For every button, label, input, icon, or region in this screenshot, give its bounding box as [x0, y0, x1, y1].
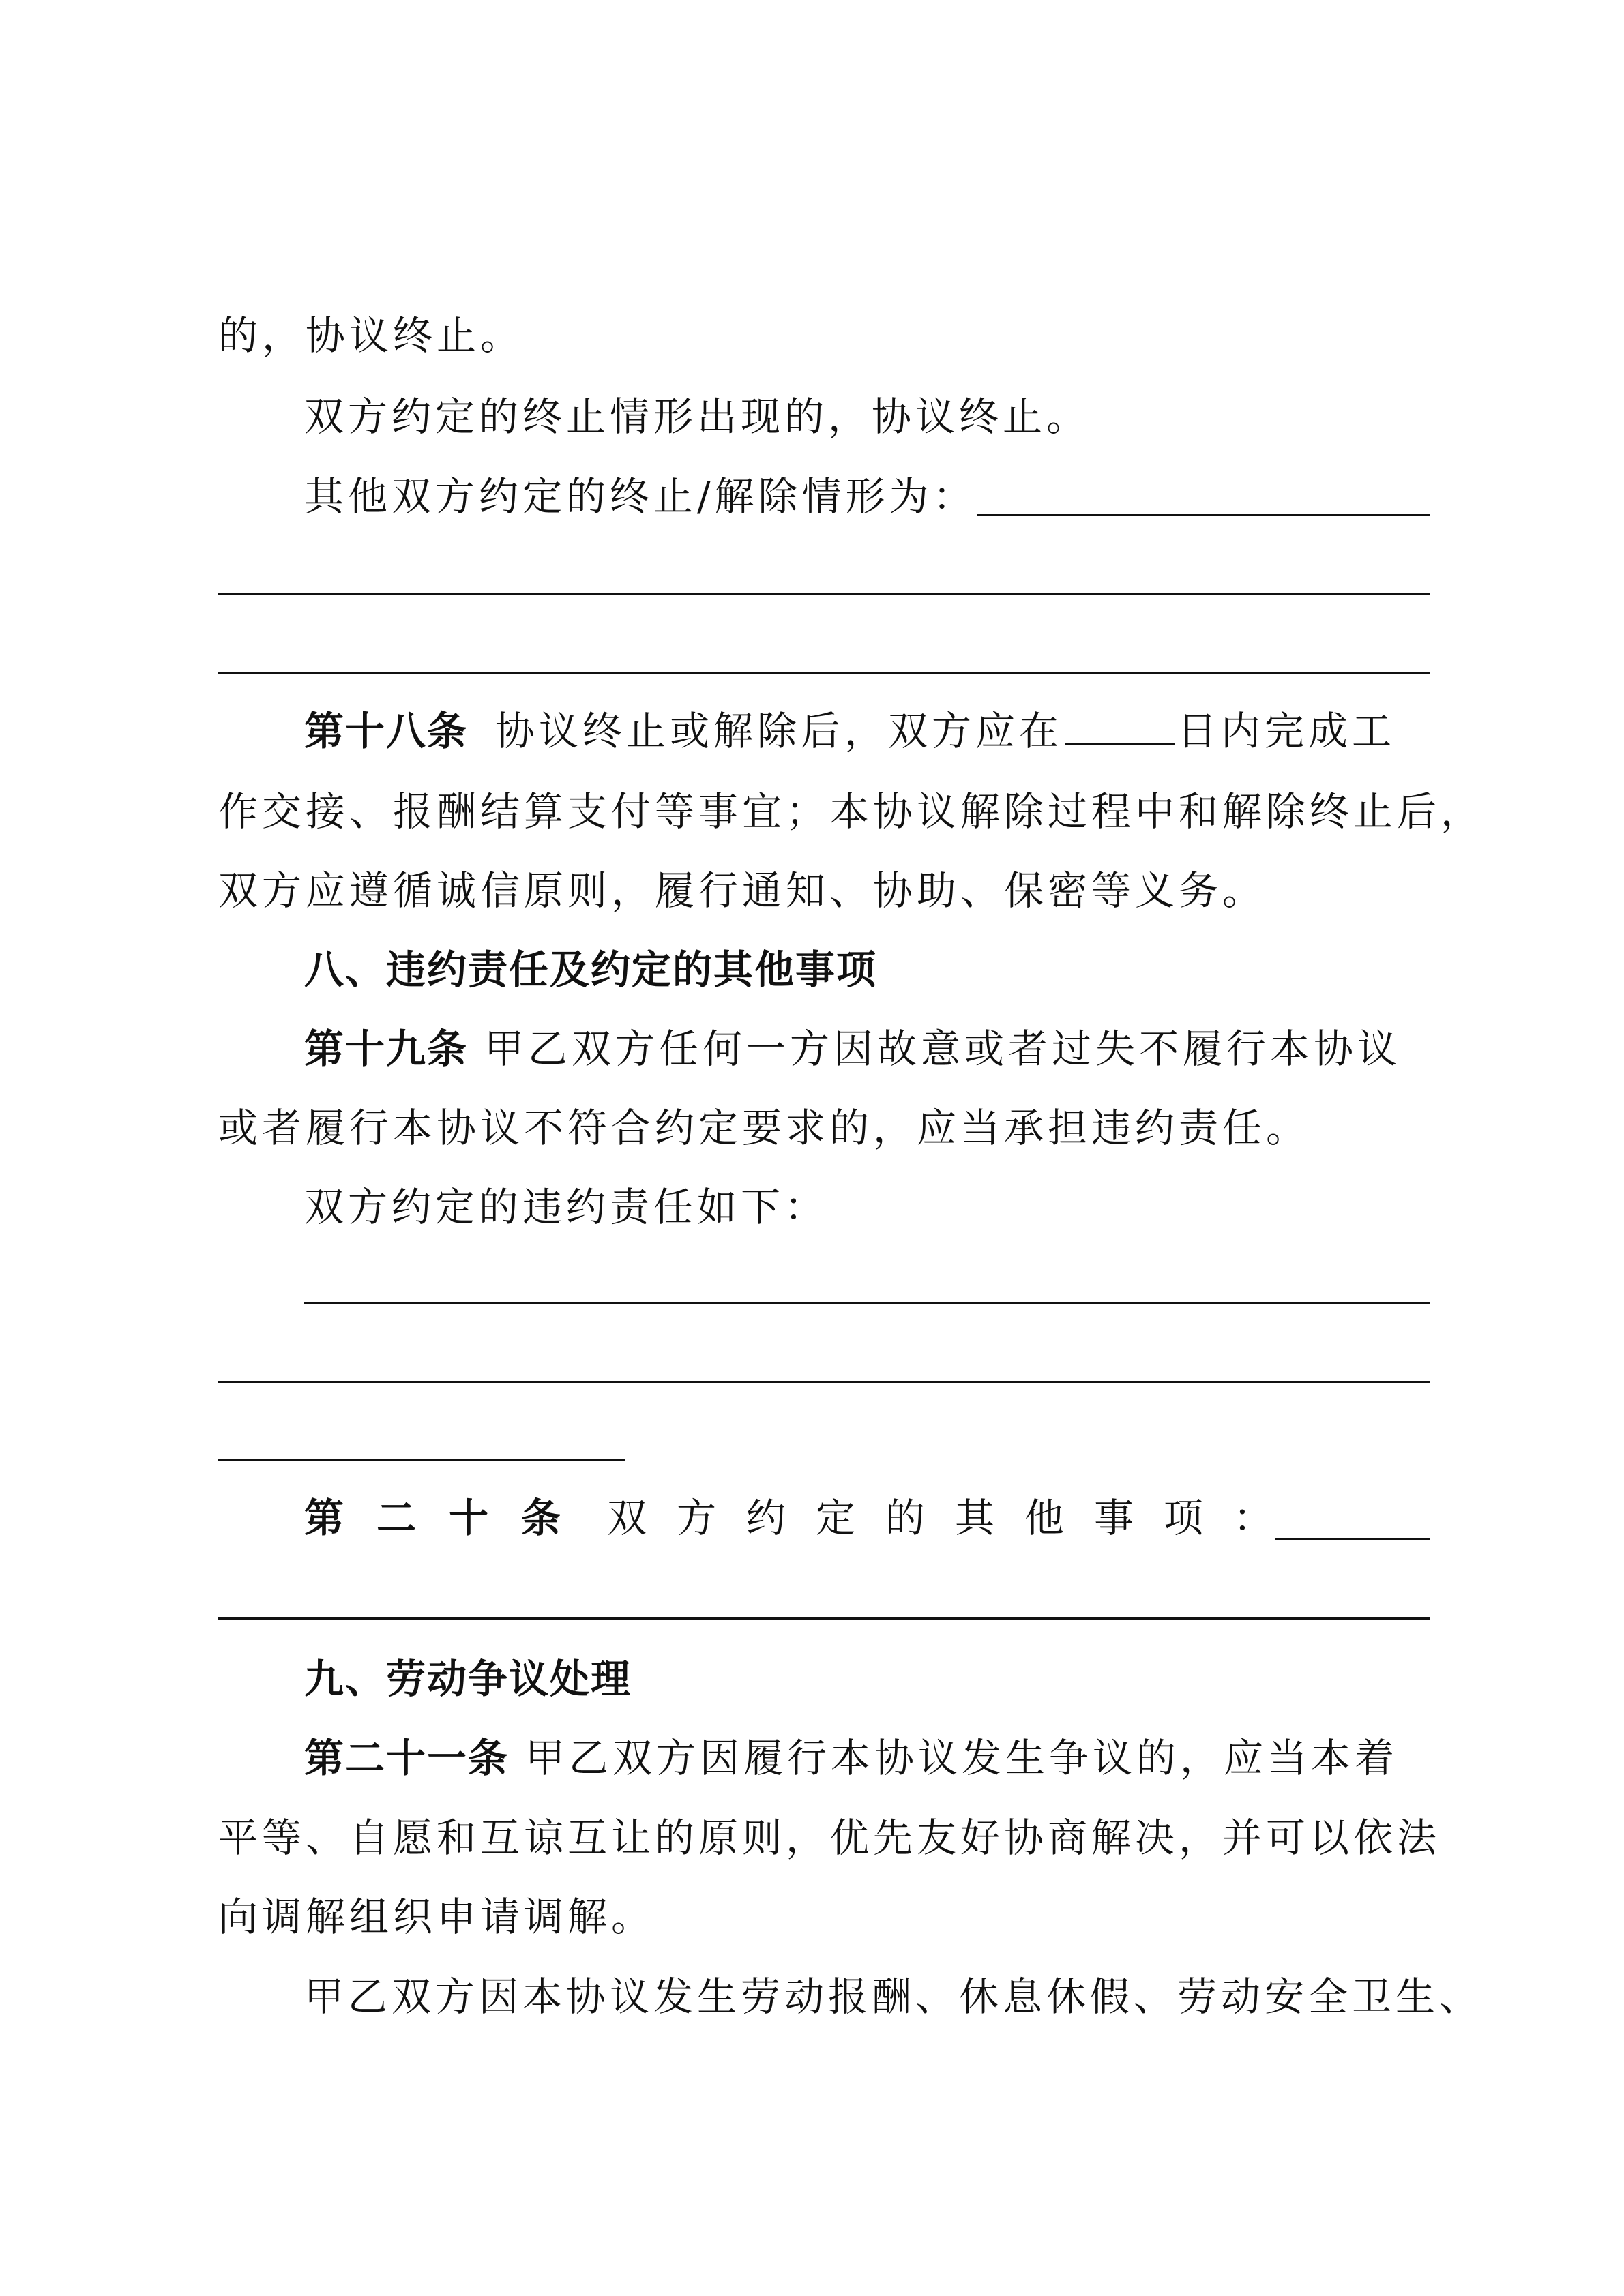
section-heading: 九、劳动争议处理 [304, 1656, 632, 1702]
fill-in-blank[interactable] [218, 1617, 1430, 1620]
article-20-line [304, 1491, 1303, 1545]
fill-in-blank[interactable] [977, 514, 1430, 516]
article-title: 第二十一条 [304, 1735, 510, 1781]
text-line: 作交接、报酬结算支付等事宜；本协议解除过程中和解除终止后， [218, 788, 1485, 835]
fill-in-blank[interactable] [218, 672, 1430, 674]
text-line: 双方约定的终止情形出现的，协议终止。 [304, 393, 1091, 440]
article-text: 日内完成工 [1177, 708, 1396, 754]
article-title: 第十九条 [304, 1026, 469, 1072]
text-line: 平等、自愿和互谅互让的原则，优先友好协商解决，并可以依法 [218, 1815, 1441, 1861]
days-blank[interactable] [1065, 707, 1175, 745]
fill-in-blank[interactable] [304, 1302, 1430, 1304]
text-line: 或者履行本协议不符合约定要求的，应当承担违约责任。 [218, 1105, 1310, 1151]
fill-in-blank[interactable] [218, 1381, 1430, 1383]
text-line: 向调解组织申请调解。 [218, 1894, 655, 1940]
section-heading: 八、违约责任及约定的其他事项 [304, 946, 878, 993]
text-line: 双方应遵循诚信原则，履行通知、协助、保密等义务。 [218, 867, 1267, 914]
fill-in-blank[interactable] [218, 1459, 625, 1461]
text-line: 双方约定的违约责任如下： [304, 1184, 829, 1230]
article-title: 第十八条 [304, 708, 469, 754]
article-text: 双方约定的其他事项： [607, 1495, 1303, 1541]
fill-in-blank[interactable] [218, 593, 1430, 595]
article-18-line [304, 704, 1396, 758]
article-title: 第二十条 [304, 1495, 594, 1541]
fill-in-blank[interactable] [1275, 1538, 1430, 1540]
text-line: 甲乙双方因本协议发生劳动报酬、休息休假、劳动安全卫生、 [304, 1973, 1483, 2020]
article-21-line [304, 1731, 1398, 1785]
text-line: 其他双方约定的终止/解除情形为： [304, 473, 977, 520]
article-19-line [304, 1022, 1401, 1076]
article-text: 甲乙双方任何一方因故意或者过失不履行本协议 [484, 1026, 1402, 1072]
text-line: 的，协议终止。 [218, 312, 525, 359]
article-text: 甲乙双方因履行本协议发生争议的，应当本着 [525, 1735, 1399, 1781]
article-text: 协议终止或解除后，双方应在 [495, 708, 1063, 754]
